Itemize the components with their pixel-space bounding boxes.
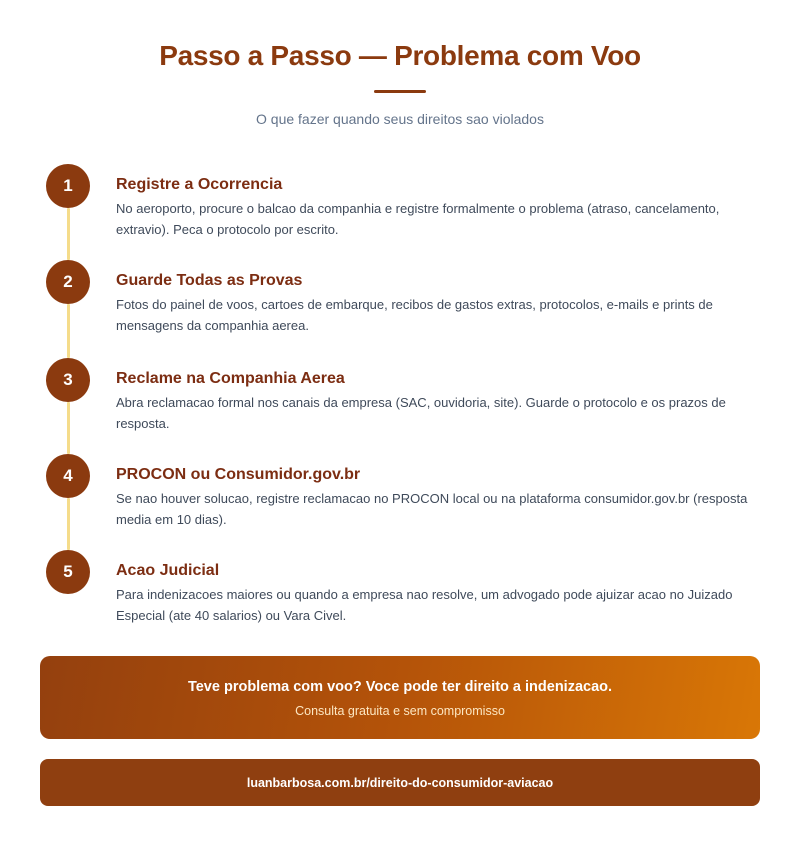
step-number-badge: 2: [46, 260, 90, 304]
timeline-connector-line: [67, 498, 70, 550]
step-title: Guarde Todas as Provas: [116, 272, 303, 289]
step-number-badge: 4: [46, 454, 90, 498]
step-description: Se nao houver solucao, registre reclamacao no PROCON local ou na plataforma consumidor.gov.br (resposta media em 10 dias).: [116, 491, 748, 527]
page-title: Passo a Passo — Problema com Voo: [159, 40, 641, 71]
step-title: PROCON ou Consumidor.gov.br: [116, 466, 361, 483]
step-title: Acao Judicial: [116, 562, 220, 579]
title-underline-divider: [374, 90, 426, 93]
step-description: No aeroporto, procure o balcao da companhia e registre formalmente o problema (atraso, cancelamento, extravio). Peca o protocolo por escrito.: [116, 201, 720, 237]
timeline-connector-line: [67, 402, 70, 454]
step-description: Fotos do painel de voos, cartoes de embarque, recibos de gastos extras, protocolos, e-mails e prints de mensagens da companhia aerea.: [116, 297, 713, 333]
page-subtitle: O que fazer quando seus direitos sao violados: [256, 111, 544, 127]
cta-banner[interactable]: [40, 656, 760, 739]
step-description: Para indenizacoes maiores ou quando a empresa nao resolve, um advogado pode ajuizar acao no Juizado Especial (ate 40 salarios) ou Vara Civel.: [116, 587, 733, 623]
website-link-button[interactable]: luanbarbosa.com.br/direito-do-consumidor-aviacao: [40, 759, 760, 806]
timeline-connector-line: [67, 304, 70, 358]
cta-headline: Teve problema com voo? Voce pode ter direito a indenizacao.: [187, 679, 613, 695]
step-title: Registre a Ocorrencia: [116, 176, 283, 193]
step-description: Abra reclamacao formal nos canais da empresa (SAC, ouvidoria, site). Guarde o protocolo e os prazos de resposta.: [116, 395, 726, 431]
step-title: Reclame na Companhia Aerea: [116, 370, 345, 387]
step-number-badge: 5: [46, 550, 90, 594]
timeline-connector-line: [67, 208, 70, 260]
step-number-badge: 1: [46, 164, 90, 208]
step-number-badge: 3: [46, 358, 90, 402]
cta-subline: Consulta gratuita e sem compromisso: [295, 704, 505, 718]
